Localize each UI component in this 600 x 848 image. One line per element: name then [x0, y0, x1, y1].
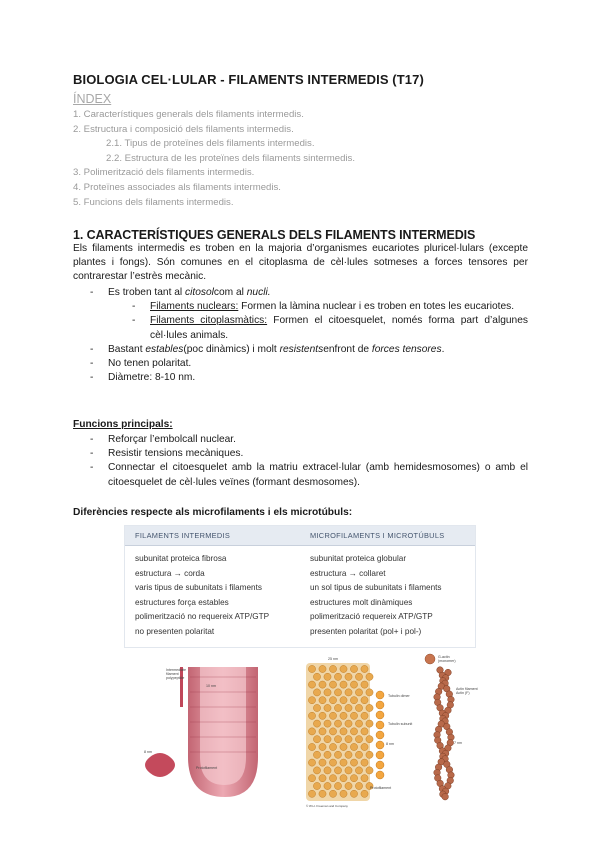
- intro-paragraph: Els filaments intermedis es troben en la majoria d’organismes eucariotes pluricel·lulars (excepte plantes i fongs). Són comunes en el citoplasma de cèl·lules sotmeses a forces tensores per contrarestar l’estrès mecànic.: [73, 243, 528, 283]
- list-item: - Reforçar l’embolcall nuclear.: [88, 433, 528, 447]
- tubulin-bead: [350, 728, 357, 735]
- fig-label: polypeptide: [166, 676, 185, 680]
- column-intermediate: [125, 552, 300, 639]
- tubulin-bead: [329, 728, 336, 735]
- actin-filament-figure: [418, 652, 480, 802]
- toc-subitem[interactable]: 2.1. Tipus de proteïnes dels filaments intermedis.: [106, 138, 315, 150]
- tubulin-bead: [329, 743, 336, 750]
- list-item: - Bastant estables(poc dinàmics) i molt resistentsenfront de forces tensores.: [88, 343, 528, 357]
- tubulin-bead: [340, 743, 347, 750]
- tubulin-bead: [366, 704, 373, 711]
- differences-heading: Diferències respecte als microfilaments i els microtúbuls:: [73, 507, 353, 518]
- table-cell: polimerització no requereix ATP/GTP: [135, 612, 270, 621]
- list-item: - No tenen polaritat.: [88, 357, 528, 371]
- tubulin-bead: [313, 736, 320, 743]
- tubulin-bead: [361, 681, 368, 688]
- fig-label: Tubulin subunit: [388, 722, 413, 726]
- index-heading: ÍNDEX: [73, 92, 112, 106]
- section-heading: 1. CARACTERÍSTIQUES GENERALS DELS FILAMENTS INTERMEDIS: [73, 228, 476, 242]
- table-cell: un sol tipus de subunitats i filaments: [310, 583, 442, 592]
- tubulin-bead: [355, 751, 362, 758]
- tubulin-bead: [324, 767, 331, 774]
- toc-item[interactable]: 4. Proteïnes associades als filaments intermedis.: [73, 181, 281, 193]
- tubulin-bead: [361, 712, 368, 719]
- column-microfilaments: [300, 552, 475, 639]
- table-cell: subunitat proteica globular: [310, 554, 407, 563]
- tubulin-bead: [334, 720, 341, 727]
- tubulin-bead: [334, 782, 341, 789]
- characteristics-list: [88, 286, 528, 385]
- tubulin-bead: [350, 759, 357, 766]
- tubulin-bead: [340, 712, 347, 719]
- tubulin-bead: [340, 775, 347, 782]
- list-item: - Filaments nuclears: Formen la làmina nuclear i es troben en totes les eucariotes.: [130, 300, 528, 314]
- tubulin-bead: [324, 704, 331, 711]
- tubulin-bead: [355, 782, 362, 789]
- toc-item[interactable]: 1. Característiques generals dels filaments intermedis.: [73, 109, 304, 120]
- tubulin-bead: [313, 720, 320, 727]
- fig-label: Intermediate: [166, 668, 186, 672]
- tubulin-bead: [324, 720, 331, 727]
- fig-label: Actin filament: [456, 687, 478, 691]
- table-cell: subunitat proteica fibrosa: [135, 554, 227, 563]
- tubulin-bead: [345, 782, 352, 789]
- tubulin-bead: [334, 751, 341, 758]
- header-intermediate: FILAMENTS INTERMEDIS: [135, 531, 231, 540]
- tubulin-bead: [308, 775, 315, 782]
- comparison-table: [124, 525, 476, 648]
- tubulin-bead: [355, 689, 362, 696]
- comparison-header: [125, 526, 475, 546]
- fig-label: Protofilament: [370, 786, 392, 790]
- tubulin-bead: [340, 681, 347, 688]
- table-cell: estructura → corda: [135, 568, 205, 578]
- list-item: - Es troben tant al citosolcom al nucli. - Filaments nuclears: Formen la làmina nuclear i es troben en totes les eucariotes. - Filaments citoplasmàtics: Formen el citoesquelet, només forma part d’algunes cèl·lules animals.: [88, 286, 528, 343]
- tubulin-bead: [350, 790, 357, 797]
- tubulin-bead: [319, 665, 326, 672]
- tubulin-bead: [308, 759, 315, 766]
- tubulin-bead: [350, 665, 357, 672]
- tubulin-bead: [355, 736, 362, 743]
- toc-item[interactable]: 5. Funcions dels filaments intermedis.: [73, 196, 234, 208]
- tubulin-bead: [361, 759, 368, 766]
- table-of-contents: [73, 108, 355, 210]
- tubulin-bead: [313, 767, 320, 774]
- tubulin-bead: [340, 665, 347, 672]
- polypeptide-strand: [180, 667, 183, 707]
- fig-label: (monomer): [438, 659, 456, 663]
- tubulin-bead: [319, 790, 326, 797]
- tubulin-bead: [350, 681, 357, 688]
- tubulin-bead: [329, 775, 336, 782]
- toc-item[interactable]: 3. Polimerització dels filaments intermedis.: [73, 167, 255, 179]
- tubulin-bead: [324, 673, 331, 680]
- tubulin-bead: [308, 681, 315, 688]
- tubulin-bead: [319, 697, 326, 704]
- tubulin-bead: [340, 790, 347, 797]
- tubulin-bead: [313, 673, 320, 680]
- tubulin-bead: [361, 665, 368, 672]
- table-cell: presenten polaritat (pol+ i pol-): [310, 626, 422, 636]
- tubulin-bead: [355, 673, 362, 680]
- tubulin-bead: [355, 704, 362, 711]
- tubulin-bead: [329, 681, 336, 688]
- list-item: - Filaments citoplasmàtics: Formen el citoesquelet, només forma part d’algunes cèl·lules animals.: [130, 314, 528, 342]
- tubulin-bead: [319, 759, 326, 766]
- tubulin-bead: [324, 689, 331, 696]
- tubulin-bead: [334, 689, 341, 696]
- tubulin-bead: [340, 759, 347, 766]
- tubulin-bead: [319, 712, 326, 719]
- fig-label: © W.H. Freeman and Company: [306, 804, 348, 808]
- fig-label: Protofilament: [196, 766, 218, 770]
- table-cell: estructura → collaret: [310, 568, 386, 578]
- list-item: - Diàmetre: 8-10 nm.: [88, 371, 528, 385]
- tubulin-bead: [355, 720, 362, 727]
- tubulin-bead: [313, 689, 320, 696]
- tubulin-bead: [334, 736, 341, 743]
- tubulin-bead: [313, 782, 320, 789]
- tubulin-bead: [361, 697, 368, 704]
- tubulin-bead: [345, 704, 352, 711]
- intermediate-filament-figure: [140, 657, 265, 807]
- protofilament-column: [376, 691, 384, 779]
- toc-item[interactable]: 2. Estructura i composició dels filaments intermedis.: [73, 123, 294, 135]
- functions-list: [88, 433, 528, 490]
- tubulin-bead: [345, 767, 352, 774]
- tubulin-bead: [361, 728, 368, 735]
- tubulin-bead: [340, 697, 347, 704]
- tubulin-bead: [334, 704, 341, 711]
- tubulin-bead: [324, 782, 331, 789]
- actin-bead: [442, 793, 449, 800]
- tubulin-bead: [319, 681, 326, 688]
- tubulin-bead: [350, 743, 357, 750]
- tubulin-bead: [340, 728, 347, 735]
- tubulin-bead: [308, 665, 315, 672]
- fig-label: 25 nm: [328, 657, 338, 661]
- tubulin-bead: [366, 751, 373, 758]
- table-cell: varis tipus de subunitats i filaments: [135, 583, 262, 592]
- tubulin-bead: [350, 775, 357, 782]
- tubulin-bead: [319, 743, 326, 750]
- page-title: BIOLOGIA CEL·LULAR - FILAMENTS INTERMEDIS (T17): [73, 72, 424, 87]
- tubulin-bead: [329, 697, 336, 704]
- tubulin-bead: [345, 736, 352, 743]
- tubulin-bead: [350, 697, 357, 704]
- tubulin-bead: [345, 720, 352, 727]
- tubulin-bead: [313, 751, 320, 758]
- tubulin-bead: [366, 673, 373, 680]
- tubulin-bead: [308, 728, 315, 735]
- fig-label: Tubulin dimer: [388, 694, 410, 698]
- toc-subitem[interactable]: 2.2. Estructura de les proteïnes dels filaments sintermedis.: [106, 152, 356, 164]
- tubulin-bead: [329, 665, 336, 672]
- tubulin-bead: [334, 767, 341, 774]
- fig-label: 8 nm: [144, 750, 152, 754]
- tubulin-bead: [361, 743, 368, 750]
- fig-label: 7 nm: [454, 741, 462, 745]
- tubulin-bead: [366, 689, 373, 696]
- table-cell: estructures força estables: [135, 597, 229, 607]
- tubulin-bead: [319, 728, 326, 735]
- tubulin-bead: [355, 767, 362, 774]
- tubulin-bead: [313, 704, 320, 711]
- tubulin-bead: [308, 790, 315, 797]
- tubulin-bead: [350, 712, 357, 719]
- tubulin-bead: [329, 759, 336, 766]
- table-cell: no presenten polaritat: [135, 626, 215, 636]
- fig-label: Actin (F): [456, 691, 470, 695]
- header-microfilaments: MICROFILAMENTS I MICROTÚBULS: [310, 531, 445, 540]
- fig-label: 10 nm: [206, 684, 216, 688]
- sublist: [108, 300, 528, 343]
- tubulin-bead: [366, 767, 373, 774]
- fig-label: filament: [166, 672, 179, 676]
- tubulin-bead: [361, 775, 368, 782]
- tubulin-bead: [319, 775, 326, 782]
- fig-label: G-actin: [438, 655, 450, 659]
- g-actin-monomer: [425, 654, 435, 664]
- tubulin-bead: [308, 712, 315, 719]
- tubulin-bead: [329, 790, 336, 797]
- tubulin-bead: [324, 736, 331, 743]
- table-cell: estructures molt dinàmiques: [310, 597, 413, 607]
- actin-chain: [434, 667, 455, 800]
- tubulin-bead: [334, 673, 341, 680]
- tubulin-bead: [366, 736, 373, 743]
- list-item: - Resistir tensions mecàniques.: [88, 447, 528, 461]
- tubulin-bead: [329, 712, 336, 719]
- tubulin-bead: [366, 720, 373, 727]
- fig-label: 8 nm: [386, 742, 394, 746]
- tubulin-bead: [308, 743, 315, 750]
- tubulin-bead: [361, 790, 368, 797]
- filament-end: [145, 753, 175, 777]
- tubulin-bead: [345, 689, 352, 696]
- tubulin-bead: [308, 697, 315, 704]
- tubulin-bead: [345, 751, 352, 758]
- tubulin-bead: [345, 673, 352, 680]
- functions-heading: Funcions principals:: [73, 419, 173, 430]
- list-item: - Connectar el citoesquelet amb la matriu extracel·lular (amb hemidesmosomes) o amb el citoesquelet de cèl·lules veïnes (formant desmosomes).: [88, 461, 528, 489]
- tubulin-bead: [324, 751, 331, 758]
- table-cell: polimerització requereix ATP/GTP: [310, 612, 433, 621]
